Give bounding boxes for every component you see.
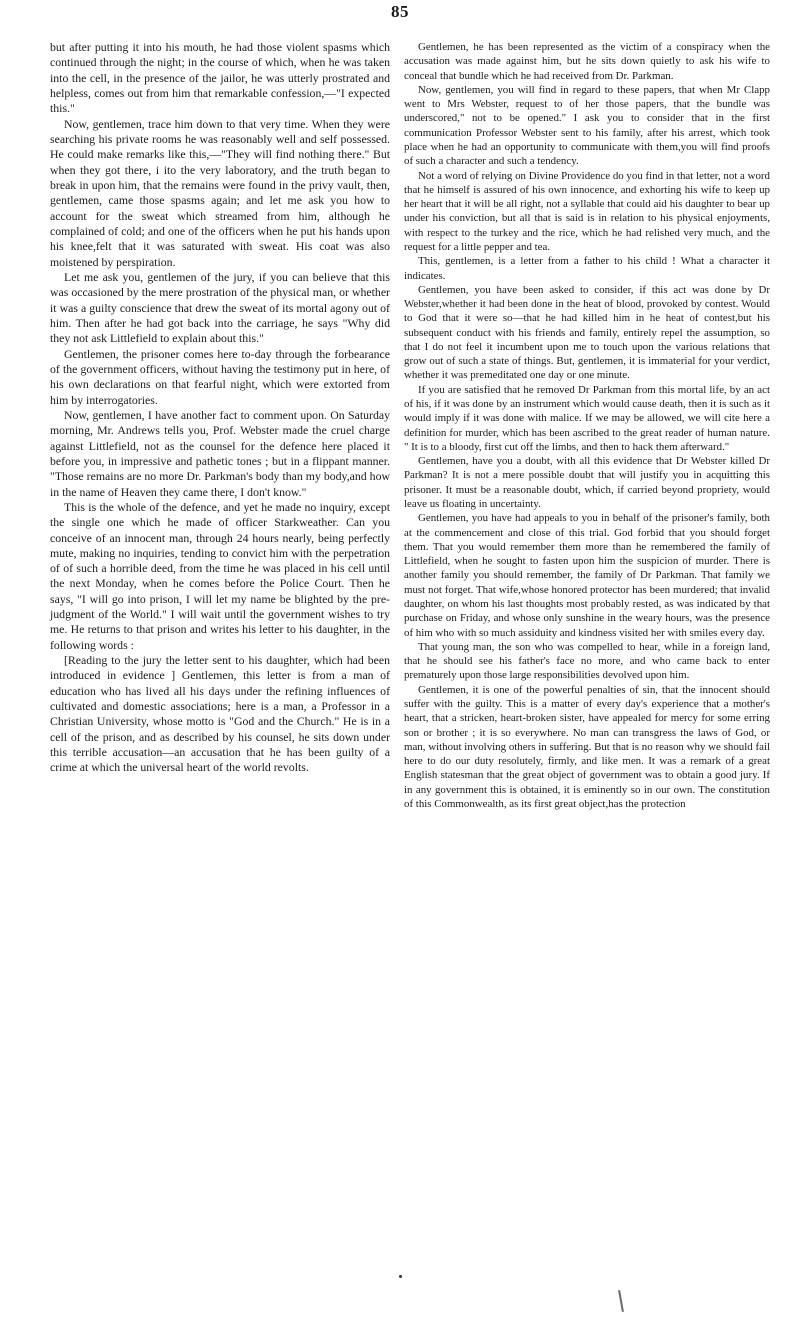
right-paragraph-6: If you are satisfied that he removed Dr Parkman from this mortal life, by an act of his, if it was done by an instrument which would cause death, then it is such as it would imply if it was done with malice. If we may be allowed, we will cite here a definition for murder, which has been ascribed to the great reader of human nature. " It is to a bloody, first cut off the limbs, and then to hack them afterward." bbox=[404, 383, 770, 453]
right-paragraph-10: Gentlemen, it is one of the powerful penalties of sin, that the innocent should suffer with the guilty. This is a matter of every day's experience that a mother's heart, that a stricken, heart-broken sister, have appealed for mercy for some erring son or brother ; it is so everywhere. No man can transgress the laws of God, or man, without involving others in suffering. But that is no reason why we should fail here to do our duty resolutely, firmly, and like men. It was a remark of a great English statesman that the great object of government was to obtain a good jury. If in any government this is obtained, it is eminently so in our own. The constitution of this Commonwealth, as its first great object,has the protection bbox=[404, 683, 770, 810]
left-paragraph-2: Now, gentlemen, trace him down to that very time. When they were searching his private rooms he was reasonably well and self possessed. He could make remarks like this,—"They will find nothing there." But when they got there, i ito the very laboratory, and the truth began to break in upon him, that the remains were found in the privy vault, then, gentlemen, came those spasms again; and let me ask you how to account for the sweat which streamed from him, although he complained of cold; and one of the officers when he put his hands upon his knee,felt that it was saturated with sweat. His coat was also moistened by perspiration. bbox=[50, 116, 390, 269]
margin-ink-mark bbox=[399, 1275, 402, 1278]
left-paragraph-4: Gentlemen, the prisoner comes here to-day through the forbearance of the government officers, without having the testimony put in here, of his own declarations on that fearful night, which were extorted from him by interrogatories. bbox=[50, 346, 390, 407]
right-paragraph-1: Gentlemen, he has been represented as the victim of a conspiracy when the accusation was made against him, but he sits down quietly to ask his wife to conceal that bundle which he had received from Dr. Parkman. bbox=[404, 41, 770, 82]
right-paragraph-7: Gentlemen, have you a doubt, with all this evidence that Dr Webster killed Dr Parkman? It is not a mere possible doubt that will justify you in acquitting this prisoner. It must be a reasonable doubt, which, if carried beyond propriety, would leave us floating in uncertainty. bbox=[404, 455, 770, 510]
left-paragraph-7: [Reading to the jury the letter sent to his daughter, which had been introduced in evidence ] Gentlemen, this letter is from a man of education who has lived all his days under the refining influences of cultivated and domestic associations; here is a man, a Professor in a Christian University, whose motto is "God and the Church." He is in a cell of the prison, and as described by his counsel, he sits down under this terrible accusation—an accusation that he has been guilty of a crime at which the universal heart of the world revolts. bbox=[50, 653, 390, 775]
right-paragraph-3: Not a word of relying on Divine Providence do you find in that letter, not a word that he himself is assured of his own innocence, and exhorting his wife to keep up her heart that it will be all right, not a syllable that could aid his daughter to bear up under his conviction, but all that is said is in relation to his physical enjoyments, with respect to the turkey and the rice, which he had relished very much, and the request for a little pepper and tea. bbox=[404, 169, 770, 253]
right-paragraph-4: This, gentlemen, is a letter from a father to his child ! What a character it indicates. bbox=[404, 255, 770, 282]
left-paragraph-3: Let me ask you, gentlemen of the jury, if you can believe that this was occasioned by the mere prostration of the physical man, or whether it was a guilty conscience that drew the sweat of its mortal agony out of him. Then after he had got back into the carriage, he says "Why did they not ask Littlefield to explain about this." bbox=[50, 269, 390, 346]
right-column bbox=[404, 40, 770, 811]
right-paragraph-2: Now, gentlemen, you will find in regard to these papers, that when Mr Clapp went to Mrs Webster, request to of her those papers, that the bundle was underscored," not to be opened." I ask you to consider that in the first communication Professor Webster sent to his family, after his arrest, which took place when he had an opportunity to communicate with them,you will find proofs of such a character and such a tendency. bbox=[404, 83, 770, 168]
right-paragraph-9: That young man, the son who was compelled to hear, while in a foreign land, that he should see his father's face no more, and who came back to enter prematurely upon those large responsibilities devolved upon him. bbox=[404, 640, 770, 682]
left-paragraph-1: but after putting it into his mouth, he had those violent spasms which continued through the night; in the course of which, when he was taken into the cell, in the presence of the jailor, he was utterly prostrated and helpless, comes out from him that remarkable confession,—"I expected this." bbox=[50, 40, 390, 116]
ink-stroke-mark bbox=[618, 1290, 624, 1312]
left-paragraph-6: This is the whole of the defence, and yet he made no inquiry, except the single one which he made of officer Starkweather. Can you conceive of an innocent man, through 24 hours nearly, being perfectly mute, making no inquiries, tending to convict him with the perpetration of of such a horrible deed, from the time he was placed in his cell until the next Monday, when he comes before the Police Court. Then he says, "I will go into prison, I will let my name be blighted by the pre-judgment of the World." I will wait until the government wishes to try me. He returns to that prison and writes his letter to his daughter, in the following words : bbox=[50, 499, 390, 652]
page-number: 85 bbox=[391, 2, 409, 21]
right-paragraph-8: Gentlemen, you have had appeals to you in behalf of the prisoner's family, both at the commencement and close of this trial. God forbid that you should forget them. That you would remember them more than he remembered the family of Littlefield, when he sought to fasten upon him the suspicion of murder. There is another family you should remember, the family of Dr Parkman. That family we must not forget. That wife,whose honored protector has been murdered; that invalid daughter, on whom his last thoughts most probably rested, as was indicated by that purchase on Friday, and whose only sunshine in the weary hours, was the presence of him who with so much assiduity and kindness visited her with smiles every day. bbox=[404, 512, 770, 639]
right-paragraph-5: Gentlemen, you have been asked to consider, if this act was done by Dr Webster,whether it had been done in the heat of blood, provoked by contest. Would to God that it were so—that he had killed him in he heat of contest,but his subsequent conduct with his friends and family, entirely repel the assumption, so that I do not feel it incumbent upon me to touch upon the various relations that grow out of such a state of things. But, gentlemen, it is immaterial for your verdict, whether it was premeditated one day or one minute. bbox=[404, 283, 770, 382]
left-column bbox=[50, 40, 390, 776]
left-paragraph-5: Now, gentlemen, I have another fact to comment upon. On Saturday morning, Mr. Andrews tells you, Prof. Webster made the cruel charge against Littlefield, not as the counsel for the defence here placed it before you, in impressive and pathetic tones ; but in a flippant manner. "Those remains are no more Dr. Parkman's body than my body,and how in the name of Heaven they came there, I don't know." bbox=[50, 407, 390, 499]
